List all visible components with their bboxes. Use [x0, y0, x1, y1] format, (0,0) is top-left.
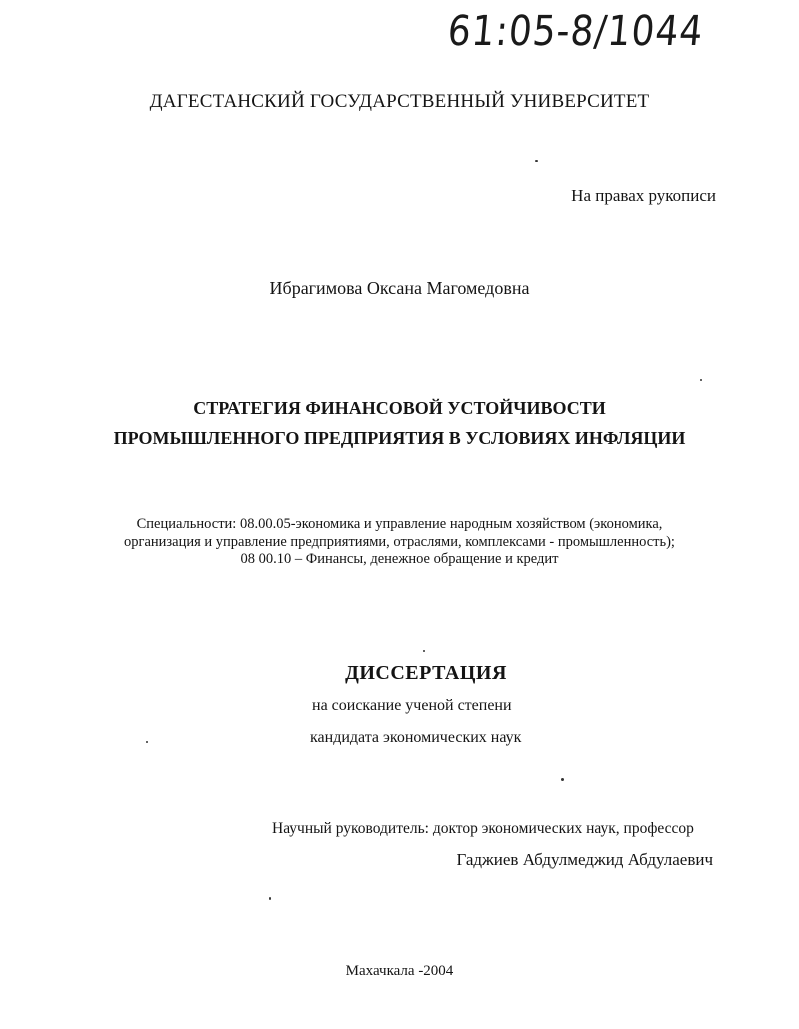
degree-line-2: кандидата экономических наук: [310, 729, 522, 746]
scan-speck: [146, 741, 148, 743]
supervisor-label: Научный руководитель: доктор экономических наук, профессор: [272, 820, 694, 837]
scan-speck: [269, 897, 271, 900]
specialties-line-2: организация и управление предприятиями, отраслями, комплексами - промышленность);: [124, 534, 675, 550]
specialties-line-1: Специальности: 08.00.05-экономика и управление народным хозяйством (экономика,: [136, 516, 663, 532]
scan-speck: [700, 379, 702, 381]
specialties-line-3: 08 00.10 – Финансы, денежное обращение и кредит: [240, 551, 559, 567]
university-name: ДАГЕСТАНСКИЙ ГОСУДАРСТВЕННЫЙ УНИВЕРСИТЕТ: [149, 91, 650, 112]
scan-speck: [561, 778, 564, 781]
manuscript-note: На правах рукописи: [571, 186, 716, 205]
city-year: Махачкала -2004: [345, 963, 454, 979]
dissertation-title-line-2: ПРОМЫШЛЕННОГО ПРЕДПРИЯТИЯ В УСЛОВИЯХ ИНФЛЯЦИИ: [113, 428, 686, 448]
dissertation-title-line-1: СТРАТЕГИЯ ФИНАНСОВОЙ УСТОЙЧИВОСТИ: [193, 398, 606, 418]
scan-speck: [423, 650, 425, 652]
supervisor-name: Гаджиев Абдулмеджид Абдулаевич: [456, 850, 713, 869]
handwritten-archive-code: 61:05-8/1044: [445, 8, 706, 56]
scan-speck: [535, 160, 538, 162]
document-type-heading: ДИССЕРТАЦИЯ: [345, 662, 507, 684]
author-name: Ибрагимова Оксана Магомедовна: [269, 278, 530, 298]
degree-line-1: на соискание ученой степени: [312, 697, 512, 714]
